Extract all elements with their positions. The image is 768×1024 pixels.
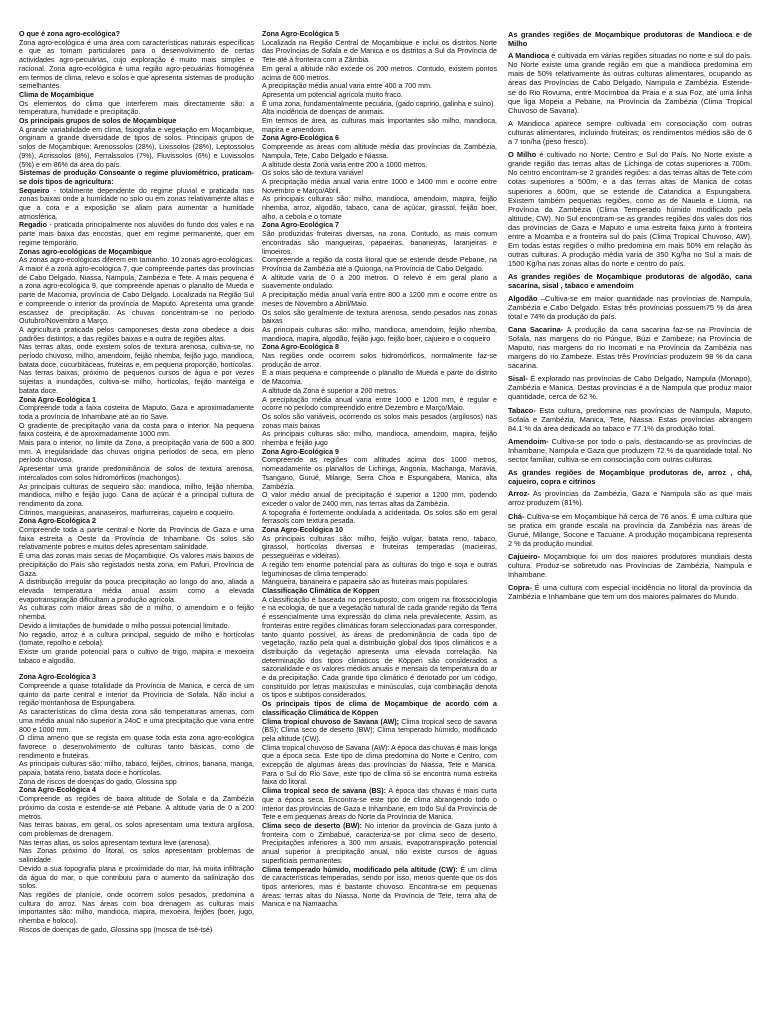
paragraph: As principais culturas são: milho, mandioca, amendoim, mapira, feijão nhemba, arroz, algodão, tabaco, cana de açúcar, girassol, feijão boer, alho, a cebola e o tomate [262,195,497,221]
paragraph: É uma das zonas mais secas de Moçambique. Os valores mais baixos de precipitação do País são registados nesta zona, em Pafuri, Província de Gaza. [19,552,254,578]
paragraph: Apresentar uma grande predominância de solos de textura arenosa, intercalados com solos hidromórficos (machongos). [19,465,254,482]
section-heading: Os principais tipos de clima de Moçambique de acordo com a classificação Climática de Köppen [262,700,497,717]
section-heading: Zona Agro-Ecológica 6 [262,134,339,143]
paragraph: As características do clima desta zona são temperaturas amenas, com uma média anual não superior a 24oC e uma precipitação que varia entre 800 e 1000 mm. [19,708,254,734]
paragraph [508,489,752,507]
term-label: Copra- [508,583,532,593]
paragraph [508,325,752,370]
paragraph-text: A produção da cana sacarina faz-se na Província de Sofala, nas margens do rio Púngue, Búzi e Zambeze; na Província de Maputo, nas margens do rio Incomati e na Província da Zambézia nas margens do rio Zambeze. Estas três Províncias produzem 98 % da cana sacarina. [508,324,752,371]
paragraph: A precipitação média anual varia entre 800 a 1200 mm e ocorre entre os meses de Novembro a Abril/Maio. [262,291,497,308]
section-heading: Zona Agro-Ecológica 1 [19,395,96,404]
paragraph: Compreende as regiões com altitudes acima dos 1000 metros, nomeadamente os planaltos de Lichinga, Angonia, Machanga, Marávia, Tsangano, Gurué, Milange, Serra Choa e Espungabera, Manica, alta Zambézia. [262,456,497,491]
paragraph [508,51,752,115]
section-heading: As grandes regiões de Moçambique produtoras de Mandioca e de Milho [508,30,752,49]
section-heading: Zona Agro-Ecológica 5 [262,30,339,38]
section-heading: Classificação Climática de Koppen [262,587,380,595]
term-label: Clima tropical chuvoso de Savana (AW); [262,717,399,726]
paragraph [19,187,254,222]
paragraph: Os solos são variáveis, ocorrendo os solos mais pesados (argilosos) nas zonas mais baixas [262,412,497,430]
paragraph: A grande variabilidade em clima, fisiografia e vegetação em Moçambique, originam a grande diversidade de tipos de solos. Principais grupos de solos de Moçambique: Arenossolos (28%), Lixissolos (28%), Leptossolos (9%), Acrissolos (8%), Ferralssolos (7%), Fluvissolos (6%) e Luvissolos (5%) e em 86% da área do país. [19,125,254,169]
paragraph-text: Esta cultura, predomina nas províncias de Nampula, Maputo, Sofala e Zambézia, Manica, Tete, Niassa. Estas províncias abrangem 84.1 % da área dedicada ao tabaco e 77.1% da produção total. [508,405,752,433]
paragraph: As principais culturas são: milho, mandioca, amendoim, mapira, feijão nhemba e feijão jugo [262,430,497,448]
term-label: Regadio [19,221,47,230]
paragraph-text: Moçambique foi um dos maiores produtores mundiais desta cultura. Produz-se sobretudo nas Províncias de Zambézia, Nampula e Inhambane. [508,551,752,580]
paragraph: A altitude varia de 0 a 200 metros. O relevo é em geral plano a suavemente ondulado. [262,273,497,291]
section-heading: Zona Agro-Ecológica 10 [262,526,343,535]
paragraph [508,294,752,321]
term-label: Clima seco de deserto (BW): [262,821,362,830]
paragraph: Zona agro-ecológica é uma área com características naturais específicas e que as tornam particulares para o desenvolvimento de certas actividades agro-pecuárias, cujo exploração é muito mais simples e racional. Zona agro-ecológica é uma região agro-pecuárias homogénea em termos de clima, relevo e solos e que apresenta sistemas de produção semelhantes. [19,38,254,91]
section-heading: Zonas agro-ecológicas de Moçambique [19,247,152,256]
paragraph [508,512,752,548]
paragraph-text: - totalmente dependente do regime pluvial e praticada nas zonas baixas onde a humidade no solo ou em zonas relativamente altas e que a cota e a exposição se aliam para aumentar a humidade atmosférica. [19,186,254,221]
paragraph: Compreende as áreas com altitude média das províncias da Zambézia, Nampula, Tete, Cabo Delgado e Niassa. [262,143,497,160]
term-label: Cana Sacarina- [508,324,564,334]
column-right [508,30,752,1010]
paragraph: Nas terras altas, os solos apresentam textura leve (arenosa). [19,838,212,847]
section-heading: As grandes regiões de Moçambique produtoras de algodão, cana sacarina, sisal , tabaco e amendoim [508,272,752,291]
paragraph: Nas terras altas, onde existem solos de textura arenosa, cultiva-se, no período chuvoso, milho, amendoim, feijão nhemba, feijão jugo, mandioca, batata doce, cucurbitáceas, fruteiras e, em pequena proporção, hortícolas. [19,343,254,369]
section-heading: Clima de Moçambique [19,90,94,99]
paragraph: É uma zona, fundamentalmente pecuária, (gado caprino, galinha e suíno). [262,99,496,108]
paragraph: Devido a sua topografia plana e proximidade do mar, há muita infiltração da água do mar, o que contribuiu para o aumento da salinização dos solos. [19,864,254,891]
paragraph: Riscos de doenças de gado, Glossina spp (mosca de tsé-tsé) [19,925,213,934]
paragraph: Os elementos do clima que interferem mais directamente são: a temperatura, humidade e precipitação. [19,99,254,117]
paragraph: A precipitação média anual varia entre 1000 e 1200 mm, é regular e ocorre no período compreendido entre Dezembro e Março/Maio. [262,395,497,413]
paragraph: São produzidas fruteiras diversas, na zona. Contudo, as mais comum encontradas são mangueiras, papaeiras, bananeiras, laranjeiras e limoeiros. [262,230,497,256]
paragraph-text: É explorado nas províncias de Cabo Delgado, Nampula (Monapo), Zambézia e Manica. Destas províncias é a de Nampula que produz maior quantidade, cerca de 62 %. [508,374,752,402]
section-heading: Zona Agro-Ecológica 2 [19,517,96,526]
paragraph-text: é cultivada em várias regiões situadas no norte e sul do país. No Norte existe uma grande região em que a mandioca predomina em mais de 50% relativamente às outras culturas alimentares, ocupando as áreas das Províncias de Cabo Delgado, Nampula e Zambézia. Estende-se do Rio Rovuma, entre Mocímboa da Praia e a sua Foz, até uma linha que liga Mopeia a Pebane, na Província da Zambézia (Clima Tropical Chuvoso de Savana). [508,51,752,115]
section-heading: Zona Agro-Ecológica 4 [19,786,96,795]
section-heading: O que é zona agro-ecológica? [19,30,120,38]
paragraph: Compreende a região da costa litoral que se estende desde Pebane, na Província da Zambézia até a Quionga, na Província de Cabo Delgado. [262,256,497,273]
paragraph-text: Cultiva-se por todo o país, destacando-se as províncias de Inhambane, Nampula e Gaza que produzem 72 % da quantidade total. No sector familiar, cultiva-se em consociação com outras culturas. [508,436,752,465]
paragraph: Clima tropical chuvoso de Savana (AW): A época das chuvas é mais longa que a época seca. Este tipo de clima predomina do Norte e Centro, com excepção de algumas áreas das províncias do Niassa, Tete e Manica. Para o Sul do Rio Save, este tipo de clima só se encontra numa estreita faixa do litoral. [262,743,497,787]
paragraph: No regadio, arroz é a cultura principal, seguido de milho e hortícolas (tomate, repolho e cebola). [19,630,254,648]
term-label: Arroz- [508,489,530,499]
paragraph: Nas Zonas próximo do litoral, os solos apresentam problemas de salinidade. [19,847,254,865]
paragraph: Nas regiões de planície, onde ocorrem solos pesados, predomina a cultura do arroz. Nas áreas com boa drenagem as culturas mais importantes são: milho, mandioca, mapira, mexoeira, feijões (boer, jugo, nhemba e holoco). [19,890,254,926]
paragraph: As zonas agro-ecológicas diferem em tamanho. 10 zonas agro-ecológicas. A maior é a zona agro-ecológica 7, que compreende partes das províncias de Cabo Delgado, Niassa, Nampula, Zambézia e Tete. A mais pequena é a zona agro-ecológica 9, que compreende apenas o planalto de Mueda e parte de Macomia, província de Cabo Delgado. Localizada na Região Sul e compreende o interior da província de Maputo. Apresenta uma grande escassez de precipitação. As chuvas concentram-se no período Outubro/Novembro a Março. [19,256,254,326]
term-label: Sequeiro [19,186,50,195]
column-middle [262,30,497,1010]
paragraph: A precipitação média anual varia entre 1000 e 1400 mm e ocorre entre Novembro e Março/Abril. [262,177,497,195]
section-heading: Zona Agro-Ecológica 9 [262,447,339,456]
paragraph: O gradiente de precipitação varia da costa para o interior. Na pequena faixa costeira, é de aproximadamente 1000 mm. [19,421,254,439]
paragraph: A classificação é baseada no pressuposto, com origem na fitossociologia e na ecologia, de que a vegetação natural de cada grande região da Terra é essencialmente uma expressão do clima nela prevalecente. Assim, as fronteiras entre regiões climáticas foram seleccionadas para corresponder, tanto quanto possível, às áreas de predominância de cada tipo de vegetação, razão pela qual a distribuição global dos tipos climáticos e a distribuição da vegetação apresenta uma elevada correlação. Na determinação dos tipos climáticos de Köppen são considerados a sazonalidade e os valores médios anuais e mensais da temperatura do ar e da precipitação. Cada grande tipo climático é denotado por um código, constituído por letras maiúsculas e minúsculas, cuja combinação denota os tipos e subtipos considerados. [262,595,497,700]
paragraph [19,221,254,247]
paragraph: Localizada na Região Central de Moçambique e inclui os distritos Norte das Províncias de Sofala e de Manica e os distritos a Sul da Província de Tete até à fronteira com a Zâmbia. [262,38,497,65]
paragraph-text: No interior da província de Gaza junto à fronteira com o Zimbabué, caracteriza-se por clima seco de deserto, Precipitações inferiores a 300 mm anuais, evapotranspiração potencial anual superior à precipitação anual, não existe cursos de águas superficiais permanentes. [262,821,497,865]
paragraph: Citrinos, mangueiras, ananaseiros, marfurreiras, cajueiro e coqueiro. [19,508,235,517]
paragraph: É a mais pequena e compreende o planalto de Mueda e parte do distrito de Macomia. [262,369,497,387]
paragraph [262,822,497,866]
paragraph [508,374,752,401]
term-label: Clima temperado húmido, modificado pela altitude (CW): [262,865,458,874]
paragraph-text: É uma cultura com especial incidência no litoral da província da Zambézia e Inhambane que tem um dos maiores palmares do Mundo. [508,583,752,602]
paragraph [262,718,497,744]
section-heading: Sistemas de produção Consoante o regime pluviométrico, praticam-se dois tipos de agricultura: [19,169,254,186]
paragraph: As principais culturas são: milho, feijão vulgar, batata reno, tabaco, girassol, hortícolas diversas e fruteiras temperadas (macieiras, pessegueiras e videiras). [262,534,497,561]
term-label: A Mandioca [508,51,550,61]
paragraph-text: É um clima de características temperadas, sendo por isso, menos quente que os dos tipos anteriores, mas é bastante chuvoso. Encontra-se em pequenas áreas: terras altas do Niassa, Norte da Província de Tete, terra alta de Manica e na Namaacha. [262,865,497,909]
paragraph-text: Clima tropical seco de savana (BS); Clima seco de deserto (BW); Clima temperado húmido, modificado pela altitude (CW). [262,717,497,743]
paragraph: A região tem enorme potencial para as culturas do trigo e soja e outras leguminosas de clima temperado. [262,560,497,578]
paragraph [508,583,752,601]
term-label: Cajueiro- [508,551,541,561]
paragraph: Mais para o interior, no limite da Zona, a precipitação varia de 600 a 800 mm. A irregularidade das chuvas origina períodos de seca, em pleno período chuvoso. [19,439,254,465]
paragraph: Os solos são de textura variável [262,169,363,178]
paragraph: Compreende a quase totalidade da Província de Manica, e cerca de um quinto da parte central e interior da Província de Sofala. Não inclui a região montanhosa de Espungabera. [19,682,254,708]
paragraph [508,150,752,268]
paragraph: Zona de riscos de doenças do gado, Glossina spp [19,777,177,786]
paragraph-text: As províncias da Zambézia, Gaza e Nampula são as que mais arroz produzem (81%). [508,489,752,508]
paragraph: A altitude da Zona é superior a 200 metros. [262,386,399,395]
term-label: Chá- [508,511,525,521]
paragraph-text: é cultivado no Norte, Centro e Sul do País. No Norte existe a grande região das terras altas de Lichinga de cotas superiores a 700m. No centro encontram-se 2 grandes regiões: a das terras altas de Tete com cotas superiores a 500m, e a das terras altas de Manica de cotas superiores a 600m, que se estende de Catandica a Espungabera. Existem também pequenas regiões, como as de Nauela e Lioma, na Província da Zambézia (Clima Temperado húmido modificado pela altitude, CW). No Sul encontram-se as grandes regiões dos vales dos rios das províncias de Gaza e Maputo e uma estreita faixa junto à fronteira entre a Moamba e a fronteira sul do país (Clima Tropical Chuvoso, AW). Em todas estas regiões o milho predomina em mais 50% em relação às outras culturas. A produção média varia de 350 Kg/ha no Sul a mais de 1500 Kg/ha nas zonas altas do norte e centro do país. [508,150,752,269]
paragraph: Os solos são geralmente de textura arenosa, sendo pesados nas zonas baixas [262,308,497,326]
paragraph: A agricultura praticada pelos camponeses desta zona obedece a dois padrões distintos: a das regiões baixas e a outra de regiões altas. [19,325,254,343]
paragraph: As principais culturas são: milho, tabaco, feijões, citrinos, banana, manga, papaia, batata reno, batata doce e hortícolas. [19,760,254,778]
paragraph: As culturas com maior áreas são de o milho, o amendoim e o feijão nhemba. [19,604,254,622]
paragraph [508,552,752,579]
paragraph: A topografia é fortemente ondulada a acidentada. Os solos são em geral ferrasols com textura pesada. [262,508,497,526]
paragraph: Apresenta um potencial agrícola muito fraco. [262,90,403,99]
paragraph: Devido a limitações de humidade o milho possui potencial limitado. [19,621,230,630]
paragraph: Compreende toda a parte central e Norte da Província de Gaza e uma faixa estreita a Oeste da Província de Inhambane. Os solos são relativamente pobres e muitos deles apresentam salinidade. [19,526,254,552]
term-label: O Milho [508,150,537,160]
paragraph: O clima ameno que se regista em quase toda esta zona agro-ecológica favorece o desenvolvimento de culturas tanto básicas, como de rendimento e fruteiras. [19,734,254,760]
paragraph: Nas regiões onde ocorrem solos hidromórficos, normalmente faz-se produção de arroz. [262,352,497,369]
paragraph: Nas terras baixas, próximo de pequenos cursos de água e por vezes sujeitas a inundações, cultiva-se milho, hortícolas, feijão manteiga e batata doce. [19,369,254,395]
paragraph: Existe um grande potencial para o cultivo de trigo, mapira e mexoeira tabaco e algodão. [19,647,254,665]
paragraph: Compreende as regiões de baixa altitude de Sofala e da Zambézia próximo da costa e estende-se até Pebane. A altitude varia de 0 a 200 metros. [19,795,254,821]
paragraph-text: Cultiva-se em Moçambique há cerca de 76 anos. É uma cultura que se pratica em grande escala na província da Zambézia nas áreas de Gurué, Milange, Socone e Tacuane. A produção moçambicana representa 2 % da produção mundial. [508,511,752,548]
section-heading: Os principais grupos de solos de Moçambique [19,117,177,126]
term-label: Algodão [508,293,538,303]
paragraph-text: - praticada principalmente nos aluviões do fundo dos vales e na parte mais baixa das encostas, quer em regime permanente, quer em regime temporário. [19,221,254,247]
paragraph: Compreende toda a faixa costeira de Maputo, Gaza e aproximadamente toda a província de Inhambane até ao rio Save. [19,404,254,421]
paragraph: A distribuição irregular da pouca precipitação ao longo do ano, aliada a elevada temperatura média anual assim como a elevada evapotranspiração dificultam a produção agrícola. [19,578,254,604]
paragraph: A Mandioca aparece sempre cultivada em consociação com outras culturas alimentares, incluindo fruteiras; os rendimentos médios são de 6 a 7 ton/ha (peso fresco). [508,118,752,147]
paragraph [508,437,752,464]
paragraph: Mangueira, bananeira e papaeira são as fruteiras mais populares. [262,578,470,587]
section-heading: Zona Agro-Ecológica 3 [19,673,96,682]
paragraph-text: –Cultiva-se em maior quantidade nas províncias de Nampula, Zambézia e Cabo Delgado. Estas três províncias possuem75 % da área total e 74% da produção do país. [508,293,752,321]
paragraph: Alta incidência de doenças de animais. [262,108,385,117]
paragraph-text: A época das chuvas é mais curta que a época seca. Encontra-se este tipo de clima abrangendo todo o interior das províncias de Gaza e Inhambane, em todo Sul da Província de Tete e em pequenas áreas do Norte da Província de Manica. [262,787,497,822]
term-label: Tabaco- [508,405,536,415]
paragraph [262,866,497,910]
paragraph: As principais culturas são: milho, mandioca, amendoim, feijão nhemba, mandioca, mapira, algodão, feijão jugo, feijão boer, cajueiro e o coqueiro [262,325,497,343]
paragraph: A altitude desta Zona varia entre 200 a 1000 metros. [262,160,428,169]
term-label: Clima tropical seco de savana (BS): [262,787,387,796]
paragraph [262,787,497,822]
section-heading: Zona Agro-Ecológica 7 [262,221,339,230]
paragraph: As principais culturas de sequeiro são: mandioca, milho, feijão nhemba, mandioca, milho e feijão jugo. Cana de açúcar é a principal cultura de rendimento da zona. [19,482,254,508]
paragraph: Em termos de área, as culturas mais importantes são milho, mandioca, mapira e amendoim. [262,117,497,134]
column-left [19,30,254,1010]
section-heading: As grandes regiões de Moçambique produtoras de, arroz , chá, cajueiro, copra e citrinos [508,468,752,487]
term-label: Sisal- [508,374,528,384]
paragraph [508,406,752,433]
section-heading: Zona Agro-Ecológica 8 [262,343,339,352]
paragraph: A precipitação média anual varia entre 400 a 700 mm. [262,82,432,91]
paragraph: Nas terras baixas, em geral, os solos apresentam uma textura argilosa, com problemas de drenagem. [19,821,254,838]
term-label: Amendoim- [508,436,549,446]
paragraph: O valor médio anual de precipitação é superior a 1200 mm, podendo exceder o valor de 2400 mm, nas terras altas da Zambézia. [262,491,497,508]
paragraph: Em geral a altitude não excede os 200 metros. Contudo, existem pontos acima de 600 metros. [262,64,497,82]
